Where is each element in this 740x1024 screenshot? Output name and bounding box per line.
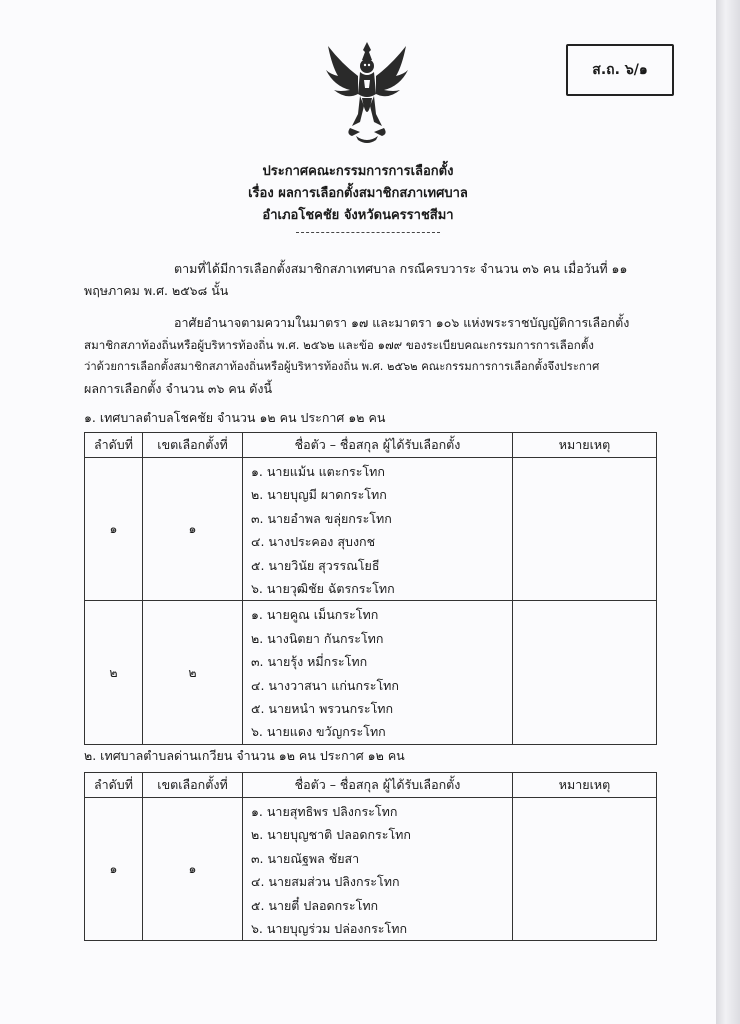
note-cell [513, 601, 657, 744]
announcement-subject: เรื่อง ผลการเลือกตั้งสมาชิกสภาเทศบาล [248, 186, 468, 201]
note-cell [513, 798, 657, 941]
candidates-cell [243, 798, 513, 941]
candidate-name: ๒. นายบุญชาติ ปลอดกระโทก [251, 827, 411, 843]
form-code-badge: ส.ถ. ๖/๑ [566, 44, 674, 96]
header-name: ชื่อตัว – ชื่อสกุล ผู้ได้รับเลือกตั้ง [243, 773, 513, 798]
candidate-name: ๕. นายวินัย สุวรรณโยธี [251, 557, 380, 573]
candidate-name: ๔. นางประคอง สุบงกช [251, 534, 376, 550]
district-cell: ๒ [143, 601, 243, 744]
candidate-name: ๓. นายอำพล ขลุ่ยกระโทก [251, 510, 392, 526]
authority-line-4: ผลการเลือกตั้ง จำนวน ๓๖ คน ดังนี้ [84, 381, 273, 396]
intro-line-2: พฤษภาคม พ.ศ. ๒๕๖๘ นั้น [84, 283, 229, 298]
candidate-name: ๑. นายคูณ เม็นกระโทก [251, 607, 379, 623]
header-district: เขตเลือกตั้งที่ [143, 433, 243, 458]
authority-paragraph [84, 312, 664, 400]
header-note: หมายเหตุ [513, 773, 657, 798]
table-row [85, 798, 657, 941]
candidate-name: ๓. นายรุ้ง หมี่กระโทก [251, 654, 368, 670]
page-edge-shadow [716, 0, 740, 1024]
order-cell: ๒ [85, 601, 143, 744]
table-row [85, 458, 657, 601]
header-order: ลำดับที่ [85, 773, 143, 798]
section-heading-dankwian: ๒. เทศบาลตำบลด่านเกวียน จำนวน ๑๒ คน ประกาศ ๑๒ คน [84, 748, 405, 763]
title-divider [296, 232, 440, 233]
garuda-emblem-icon [322, 36, 412, 146]
candidate-name: ๔. นายสมส่วน ปลิงกระโทก [251, 874, 400, 890]
candidate-name: ๕. นายหนำ พรวนกระโทก [251, 700, 394, 716]
candidate-name: ๖. นายบุญร่วม ปล่องกระโทก [251, 920, 408, 936]
table-row [85, 601, 657, 744]
district-cell: ๑ [143, 458, 243, 601]
candidate-name: ๖. นายวุฒิชัย ฉัตรกระโทก [251, 580, 395, 596]
candidates-cell [243, 601, 513, 744]
table-header-row [85, 773, 657, 798]
section-heading-chokchai: ๑. เทศบาลตำบลโชคชัย จำนวน ๑๒ คน ประกาศ ๑๒ คน [84, 410, 386, 425]
authority-line-2: สมาชิกสภาท้องถิ่นหรือผู้บริหารท้องถิ่น พ.ศ. ๒๕๖๒ และข้อ ๑๗๙ ของระเบียบคณะกรรมการการเลือกตั้ง [84, 338, 594, 352]
order-cell: ๑ [85, 458, 143, 601]
candidate-name: ๕. นายตี๋ ปลอดกระโทก [251, 897, 379, 913]
order-cell: ๑ [85, 798, 143, 941]
results-table-dankwian [84, 772, 657, 941]
intro-paragraph [84, 258, 664, 302]
candidate-name: ๓. นายณัฐพล ชัยสา [251, 850, 360, 866]
header-note: หมายเหตุ [513, 433, 657, 458]
note-cell [513, 458, 657, 601]
authority-line-1: อาศัยอำนาจตามความในมาตรา ๑๗ และมาตรา ๑๐๖ แห่งพระราชบัญญัติการเลือกตั้ง [174, 315, 630, 330]
candidate-name: ๔. นางวาสนา แก่นกระโทก [251, 677, 399, 693]
header-name: ชื่อตัว – ชื่อสกุล ผู้ได้รับเลือกตั้ง [243, 433, 513, 458]
authority-line-3: ว่าด้วยการเลือกตั้งสมาชิกสภาท้องถิ่นหรือผู้บริหารท้องถิ่น พ.ศ. ๒๕๖๒ คณะกรรมการการเลือกตั้งจึงประกาศ [84, 360, 600, 373]
intro-line-1: ตามที่ได้มีการเลือกตั้งสมาชิกสภาเทศบาล กรณีครบวาระ จำนวน ๓๖ คน เมื่อวันที่ ๑๑ [174, 261, 628, 276]
candidate-name: ๑. นายแม้น แตะกระโทก [251, 464, 385, 479]
results-table-chokchai [84, 432, 657, 745]
district-cell: ๑ [143, 798, 243, 941]
header-order: ลำดับที่ [85, 433, 143, 458]
candidate-name: ๒. นายบุญมี ผาดกระโทก [251, 487, 387, 503]
announcement-location: อำเภอโชคชัย จังหวัดนครราชสีมา [262, 208, 454, 223]
announcement-title: ประกาศคณะกรรมการการเลือกตั้ง [262, 164, 454, 179]
header-district: เขตเลือกตั้งที่ [143, 773, 243, 798]
candidate-name: ๖. นายแดง ขวัญกระโทก [251, 724, 386, 740]
candidate-name: ๒. นางนิตยา กันกระโทก [251, 630, 384, 646]
candidate-name: ๑. นายสุทธิพร ปลิงกระโทก [251, 804, 398, 819]
table-header-row [85, 433, 657, 458]
candidates-cell [243, 458, 513, 601]
